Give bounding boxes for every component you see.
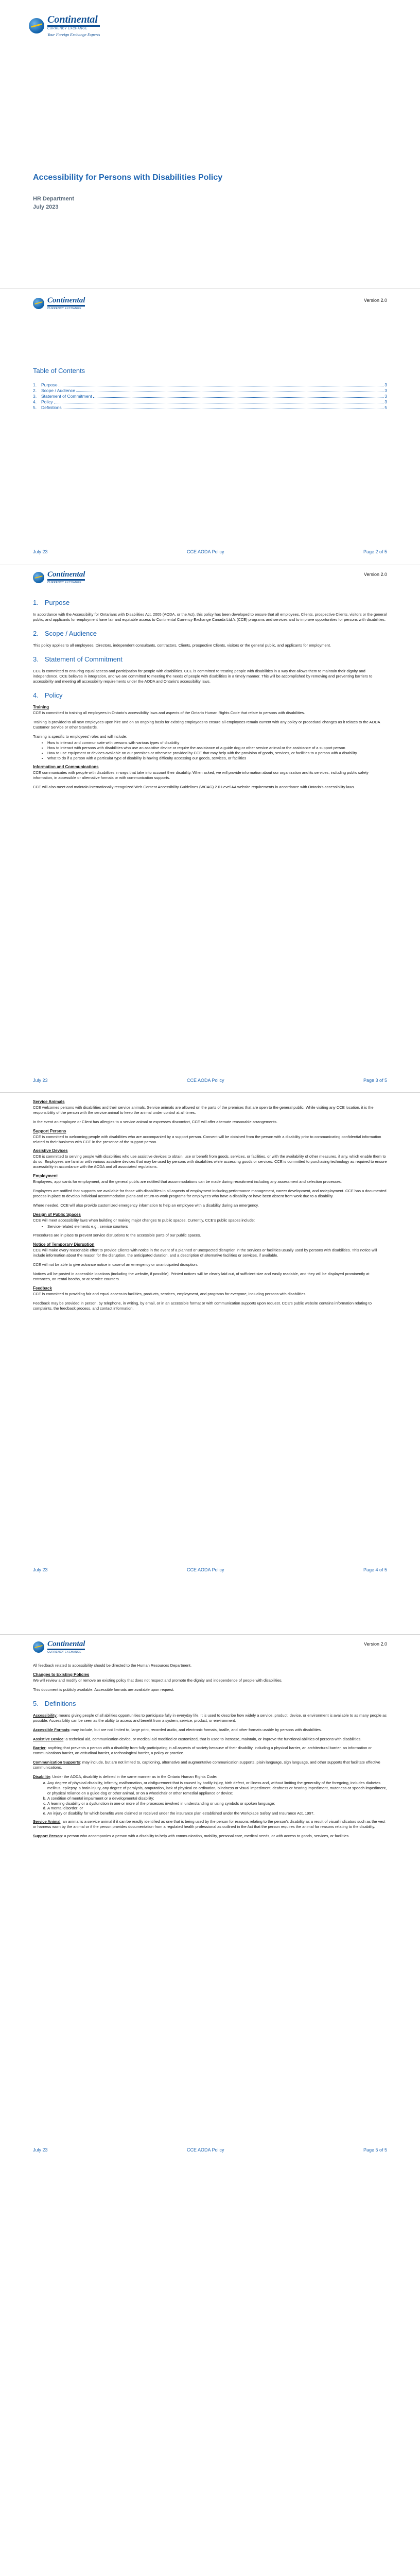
list-item: • How to interact with persons with disabilities who use an assistive device or require the assistance of a guide dog or other service animal or the assistance of a support person [47, 745, 387, 751]
toc-title: Table of Contents [33, 367, 85, 375]
logo-brand: Continental [47, 570, 85, 579]
toc-page: 3 [384, 382, 387, 387]
purpose-text: In accordance with the Accessibility for Ontarians with Disabilities Act, 2005 (AODA, or the Act), this policy has been developed to ensure that all employees, Clients, prospective Clients, visitors or the general public, and applicants for employment have fair and equitable access to Continental Currency Exchange Canada Ltd.'s (CCE) programs and services and to improve opportunities for persons with disabilities. [33, 612, 387, 622]
footer-page: Page 4 of 5 [363, 1567, 387, 1572]
feedback-text: CCE is committed to providing fair and equal access to facilities, products, services, employment, and programs for everyone, including persons with disabilities. [33, 1291, 307, 1296]
training-text: CCE is committed to training all employees in Ontario's accessibility laws and aspects of the Ontario Human Rights Code that relate to persons with disabilities. [33, 710, 305, 716]
list-item: d. A mental disorder; or [47, 1806, 387, 1811]
info-heading: Information and Communications [33, 765, 99, 770]
notice-text: CCE will not be able to give advance notice in case of an emergency or unanticipated disruption. [33, 1262, 198, 1267]
page-footer [33, 1567, 387, 1573]
toc-num: 4. [33, 399, 37, 404]
page-separator [0, 1092, 420, 1093]
section-heading-scope [33, 630, 387, 638]
globe-icon [33, 298, 44, 309]
toc-item[interactable] [33, 388, 387, 394]
logo-sub: CURRENCY EXCHANGE [47, 307, 82, 310]
list-item: • How to interact and communicate with persons with various types of disability [47, 740, 387, 745]
term-text: : Under the AODA, disability is defined in the same manner as in the Ontario Human Rights Code: [50, 1774, 217, 1780]
logo-bar [47, 579, 85, 581]
page-5 [0, 1632, 420, 2176]
footer-date: July 23 [33, 549, 48, 554]
employment-heading: Employment [33, 1174, 58, 1179]
scope-text: This policy applies to all employees, Directors, independent consultants, contractors, Clients, prospective Clients, visitors or the general public, and applicants for employment. [33, 643, 331, 648]
cover-department: HR Department [33, 196, 75, 202]
employment-text: Employees are notified that supports are available for those with disabilities in all aspects of employment including performance management, career development, and redeployment. CCE has a documented process in place to develop individual accommodation plans and return-to-work programs for employees who have a disability or have been absent from work due to a disability. [33, 1189, 387, 1198]
page-4 [0, 1088, 420, 1632]
footer-doc: CCE AODA Policy [186, 1567, 224, 1572]
footer-date: July 23 [33, 2147, 48, 2153]
section-heading-definitions [33, 1700, 387, 1708]
section-heading-commitment [33, 655, 387, 664]
list-item: b. A condition of mental impairment or a developmental disability; [47, 1796, 387, 1801]
list-item: a. Any degree of physical disability, infirmity, malformation, or disfigurement that is caused by bodily injury, birth defect, or illness and, without limiting the generality of the foregoing, includes diabetes mellitus, epilepsy, a brain injury, any degree of paralysis, amputation, lack of physical co-ordination, blindness or visual impediment, deafness or hearing impediment, muteness or speech impediment, or physical reliance on a guide dog or other animal, or on a wheelchair or other remedial appliance or device; [47, 1781, 387, 1796]
toc-label: Policy [41, 399, 53, 404]
support-text: CCE is committed to welcoming people with disabilities who are accompanied by a support person. Consent will be obtained from the person with a disability prior to communicating confidential information related to their business with CCE in the presence of the support person. [33, 1134, 381, 1144]
changes-text: This document is publicly available. Accessible formats are available upon request. [33, 1687, 174, 1692]
globe-icon [33, 572, 44, 583]
toc-label: Purpose [41, 382, 58, 387]
changes-heading: Changes to Existing Policies [33, 1672, 90, 1677]
footer-doc: CCE AODA Policy [186, 2147, 224, 2153]
footer-date: July 23 [33, 1078, 48, 1083]
page-separator [0, 1634, 420, 1635]
feedback-text: Feedback may be provided in person, by telephone, in writing, by email, or in an accessible format or with communication supports upon request. CCE's public website contains information relating to complaints, the feedback process, and contact information. [33, 1300, 372, 1311]
commitment-text: CCE is committed to ensuring equal access and participation for people with disabilities. CCE is committed to treating people with disabilities in a way that allows them to maintain their dignity and independence. CCE believes in integration, and we are committed to meeting the needs of people with disabilities in a timely manner. This will be accomplished by removing and preventing barriers to accessibility and meeting all accessibility requirements under the AODA and Ontario's accessibility laws. [33, 669, 373, 684]
term: Service Animal [33, 1819, 61, 1824]
logo-sub: CURRENCY EXCHANGE [47, 27, 87, 30]
company-logo [29, 14, 100, 38]
list-item: e. An injury or disability for which benefits were claimed or received under the insurance plan established under the Workplace Safety and Insurance Act, 1997. [47, 1811, 387, 1816]
version-label: Version 2.0 [363, 298, 387, 303]
animals-text: CCE welcomes persons with disabilities and their service animals. Service animals are allowed on the parts of the premises that are open to the general public. While visiting any CCE location, it is the responsibility of the person with the service animal to keep the animal under control at all times. [33, 1105, 374, 1115]
definition-formats [33, 1727, 387, 1733]
term-text: : a person who accompanies a person with a disability to help with communication, mobility, personal care, medical needs, or with access to goods, services, or facilities. [62, 1833, 350, 1838]
definition-disability [33, 1774, 387, 1780]
section-heading-policy [33, 691, 387, 700]
term: Assistive Device [33, 1736, 64, 1741]
toc-page: 3 [384, 388, 387, 393]
toc-item[interactable] [33, 399, 387, 405]
toc-num: 1. [33, 382, 37, 387]
section-num: 2. [33, 630, 39, 638]
footer-page: Page 3 of 5 [363, 1078, 387, 1083]
footer-doc: CCE AODA Policy [186, 549, 224, 554]
definition-accessibility [33, 1713, 387, 1723]
toc-label: Statement of Commitment [41, 394, 92, 399]
toc-item[interactable] [33, 394, 387, 399]
animals-text: In the event an employee or Client has allergies to a service animal or expresses discomfort, CCE will offer alternate reasonable arrangements. [33, 1119, 278, 1124]
toc-num: 2. [33, 388, 37, 393]
logo-bar [47, 1649, 85, 1650]
page-footer [33, 549, 387, 555]
definition-animal [33, 1819, 387, 1829]
page-3-content [33, 591, 387, 794]
term-text: : anything that prevents a person with a disability from fully participating in all aspects of society because of their disability, including a physical barrier, an architectural barrier, an information or communications barrier, an attitudinal barrier, a technological barrier, a policy or practice. [33, 1745, 372, 1756]
page-4-content [33, 1096, 387, 1315]
notice-heading: Notice of Temporary Disruption [33, 1242, 95, 1247]
notice-text: CCE will make every reasonable effort to provide Clients with notice in the event of a planned or unexpected disruption in the services or facilities usually used by persons with disabilities. This notice will include information about the reason for the disruption, the anticipated duration, and a description of alternative facilities or services, if available. [33, 1248, 377, 1258]
term: Accessible Formats [33, 1727, 69, 1732]
cover-title: Accessibility for Persons with Disabilities Policy [33, 173, 223, 182]
logo-sub: CURRENCY EXCHANGE [47, 581, 82, 584]
toc-page: 3 [384, 399, 387, 404]
section-heading-purpose [33, 599, 387, 607]
section-title: Scope / Audience [44, 630, 97, 638]
company-logo [33, 571, 85, 584]
disability-list [33, 1781, 387, 1816]
list-item: • What to do if a person with a particular type of disability is having difficulty accessing our goods, services, or facilities [47, 756, 387, 761]
footer-doc: CCE AODA Policy [186, 1078, 224, 1083]
page-footer [33, 1078, 387, 1083]
info-text: CCE will also meet and maintain internationally recognized Web Content Accessibility Guidelines (WCAG) 2.0 Level AA website requirements in accordance with Ontario's accessibility laws. [33, 785, 355, 790]
devices-heading: Assistive Devices [33, 1148, 68, 1154]
definition-comm [33, 1760, 387, 1770]
section-num: 5. [33, 1699, 39, 1707]
spaces-text: CCE will meet accessibility laws when building or making major changes to public spaces. Currently, CCE's public spaces include: [33, 1217, 255, 1223]
toc-item[interactable] [33, 382, 387, 388]
logo-bar [47, 25, 100, 27]
toc-page: 5 [384, 405, 387, 410]
feedback-heading: Feedback [33, 1285, 52, 1291]
employment-text: Employees, applicants for employment, and the general public are notified that accommodations can be made during recruitment including any assessment and selection processes. [33, 1179, 342, 1184]
support-heading: Support Persons [33, 1128, 66, 1133]
logo-brand: Continental [47, 296, 85, 304]
employment-text: Where needed, CCE will also provide customized emergency information to help an employee with a disability during an emergency. [33, 1202, 259, 1208]
page-cover [0, 0, 420, 544]
spaces-heading: Design of Public Spaces [33, 1212, 81, 1217]
term-text: : a technical aid, communication device, or medical aid modified or customized, that is used to increase, maintain, or improve the functional abilities of persons with disabilities. [63, 1736, 362, 1741]
list-item: c. A learning disability or a dysfunction in one or more of the processes involved in understanding or using symbols or spoken language; [47, 1801, 387, 1806]
toc-item[interactable] [33, 405, 387, 411]
term: Disability [33, 1774, 50, 1780]
footer-page: Page 2 of 5 [363, 549, 387, 554]
list-item: • Service-related elements e.g., service counters [47, 1224, 387, 1229]
section-title: Statement of Commitment [44, 655, 122, 664]
company-logo [33, 1640, 85, 1654]
feedback-contact-text: All feedback related to accessibility should be directed to the Human Resources Department. [33, 1663, 192, 1668]
list-item: • How to use equipment or devices available on our premises or otherwise provided by CCE that may help with the provision of goods, services, or facilities to a person with a disability [47, 751, 387, 756]
page-3 [0, 544, 420, 1088]
footer-page: Page 5 of 5 [363, 2147, 387, 2153]
logo-tagline: Your Foreign Exchange Experts [47, 32, 100, 37]
page-footer [33, 2147, 387, 2153]
section-title: Definitions [44, 1699, 76, 1707]
logo-sub: CURRENCY EXCHANGE [47, 1651, 82, 1654]
definition-support [33, 1834, 387, 1839]
cover-date: July 2023 [33, 204, 59, 210]
info-text: CCE communicates with people with disabilities in ways that take into account their disability. When asked, we will provide information about our organization and its services, including public safety information, in accessible or alternative formats or with communication supports. [33, 770, 369, 781]
spaces-list [33, 1224, 387, 1229]
term: Support Person [33, 1833, 62, 1838]
term-text: : may include, but are not limited to, large print, recorded audio, and electronic formats, braille, and other formats usable by persons with disabilities. [69, 1727, 322, 1732]
toc-page: 3 [384, 394, 387, 399]
section-title: Purpose [44, 599, 70, 606]
section-num: 1. [33, 599, 39, 606]
logo-bar [47, 305, 85, 307]
toc-label: Definitions [41, 405, 62, 410]
logo-brand: Continental [47, 1640, 85, 1648]
globe-icon [33, 1641, 44, 1653]
training-text: Training is specific to employees' roles and will include: [33, 734, 127, 739]
training-heading: Training [33, 705, 49, 710]
definition-barrier [33, 1745, 387, 1756]
section-num: 3. [33, 655, 39, 664]
toc-num: 5. [33, 405, 37, 410]
version-label: Version 2.0 [363, 572, 387, 577]
term-text: : means giving people of all abilities opportunities to participate fully in everyday life. It is used to describe how widely a service, product, device, or environment is available to as many people as possible. Accessibility can be seen as the ability to access and benefit from a system, service, product, or environment. [33, 1713, 387, 1723]
term: Communication Supports [33, 1760, 80, 1765]
toc-list [33, 382, 387, 411]
toc-num: 3. [33, 394, 37, 399]
footer-date: July 23 [33, 1567, 48, 1572]
logo-brand: Continental [47, 14, 98, 25]
notice-text: Notices will be posted in accessible locations (including the website, if possible). Printed notices will be clearly laid out, of sufficient size and easily readable, and they will be displayed prominently at entrances, on rental booths, or at service counters. [33, 1272, 370, 1281]
company-logo [33, 297, 85, 310]
training-text: Training is provided to all new employees upon hire and on an ongoing basis for existing employees to ensure all employees remain current with any policy or procedural changes as it relates to the AODA Customer Service or other Standards. [33, 720, 380, 730]
term: Barrier [33, 1745, 46, 1751]
term-text: : an animal is a service animal if it can be readily identified as one that is being used by the person for reasons relating to the person's disability as a result of visual indicators such as the vest or harness worn by the animal or if the person provides documentation from a regulated health professional as outlined in the Act that the person requires the animal for reasons relating to the disability. [33, 1819, 386, 1829]
term: Accessibility [33, 1713, 57, 1718]
section-title: Policy [44, 691, 63, 700]
globe-icon [29, 18, 44, 33]
version-label: Version 2.0 [363, 1641, 387, 1647]
section-num: 4. [33, 691, 39, 700]
definition-device [33, 1737, 387, 1742]
spaces-text: Procedures are in place to prevent service disruptions to the accessible parts of our public spaces. [33, 1233, 201, 1238]
training-list [33, 740, 387, 761]
toc-label: Scope / Audience [41, 388, 76, 393]
term-text: : may include, but are not limited to, captioning, alternative and augmentative communication supports, plain language, sign language, and other supports that facilitate effective communications. [33, 1760, 380, 1770]
devices-text: CCE is committed to serving people with disabilities who use assistive devices to obtain, use or benefit from goods, services, or facilities, or with the availability of other measures, if any, which enable them to do so. Employees are familiar with various assistive devices that may be used by persons with disabilities while accessing goods or services. CCE is committed to purchasing technology as required to ensure accessibility in accordance with the AODA and all associated regulations. [33, 1154, 387, 1170]
animals-heading: Service Animals [33, 1099, 65, 1104]
toc-leader [93, 397, 384, 398]
changes-text: We will review and modify or remove an existing policy that does not respect and promote the dignity and independence of people with disabilities. [33, 1677, 283, 1683]
page-5-content [33, 1663, 387, 1843]
